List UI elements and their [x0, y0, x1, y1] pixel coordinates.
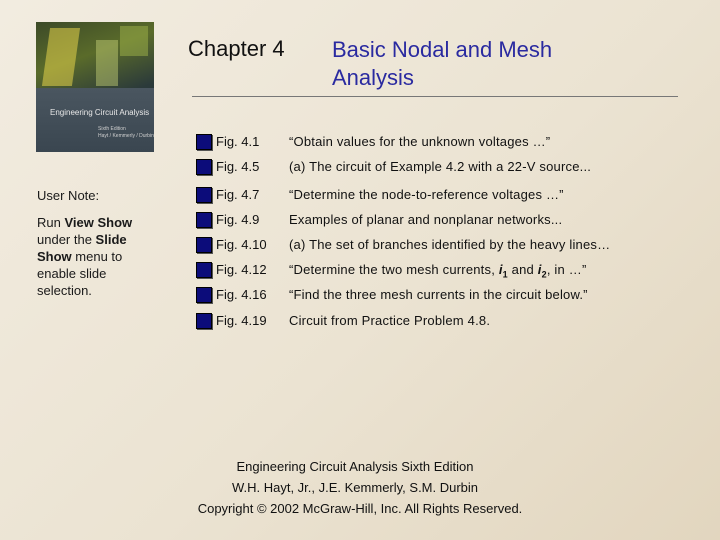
cover-band [36, 88, 154, 152]
figure-description: Circuit from Practice Problem 4.8. [289, 313, 491, 328]
figure-description-text: , in …” [546, 262, 587, 277]
figure-select-button[interactable] [196, 287, 212, 303]
title-divider [192, 96, 678, 97]
figure-label[interactable]: Fig. 4.12 [216, 262, 267, 277]
figure-select-button[interactable] [196, 212, 212, 228]
current-variable: i [498, 262, 503, 277]
figure-select-button[interactable] [196, 134, 212, 150]
figure-description: Examples of planar and nonplanar networks... [289, 212, 563, 227]
book-cover-image [36, 22, 154, 152]
user-note-show: Show [37, 249, 72, 264]
cover-author-names: Hayt / Kemmerly / Durbin [98, 133, 154, 139]
figure-select-button[interactable] [196, 262, 212, 278]
figure-label[interactable]: Fig. 4.16 [216, 287, 267, 302]
figure-label[interactable]: Fig. 4.7 [216, 187, 260, 202]
figure-description: “Find the three mesh currents in the circuit below.” [289, 287, 588, 302]
user-note-body [37, 214, 153, 299]
figure-select-button[interactable] [196, 313, 212, 329]
current-subscript: 2 [541, 269, 547, 280]
figure-description: (a) The set of branches identified by the heavy lines… [289, 237, 611, 252]
figure-select-button[interactable] [196, 159, 212, 175]
figure-label[interactable]: Fig. 4.10 [216, 237, 267, 252]
figure-description: “Determine the node-to-reference voltages …” [289, 187, 564, 202]
figure-description-text: “Determine the two mesh currents, [289, 262, 499, 277]
footer-copyright: Copyright © 2002 McGraw-Hill, Inc. All Rights Reserved. [197, 501, 523, 516]
slide-title-line2: Analysis [332, 65, 414, 90]
slide-title-line1: Basic Nodal and Mesh [332, 37, 553, 62]
figure-label[interactable]: Fig. 4.5 [216, 159, 260, 174]
figure-label[interactable]: Fig. 4.19 [216, 313, 267, 328]
cover-authors [98, 126, 154, 140]
user-note-slide: Slide [95, 232, 127, 247]
figure-description [289, 262, 587, 280]
user-note-heading: User Note: [37, 188, 100, 203]
footer-book-title: Engineering Circuit Analysis Sixth Edition [236, 459, 474, 474]
user-note-rest: menu to enable slide selection. [37, 249, 123, 298]
current-variable: i [537, 262, 542, 277]
figure-label[interactable]: Fig. 4.1 [216, 134, 260, 149]
user-note-under: under the [37, 232, 96, 247]
cover-decoration [96, 40, 118, 86]
figure-label[interactable]: Fig. 4.9 [216, 212, 260, 227]
figure-select-button[interactable] [196, 237, 212, 253]
figure-select-button[interactable] [196, 187, 212, 203]
current-subscript: 1 [502, 269, 508, 280]
chapter-label: Chapter 4 [188, 36, 285, 61]
figure-description-text: and [507, 262, 538, 277]
slide-title [332, 36, 552, 92]
cover-title: Engineering Circuit Analysis [50, 108, 150, 117]
cover-edition: Sixth Edition [98, 126, 126, 132]
user-note-run: Run [37, 215, 65, 230]
figure-description: “Obtain values for the unknown voltages …” [289, 134, 551, 149]
footer-authors: W.H. Hayt, Jr., J.E. Kemmerly, S.M. Durbin [231, 480, 479, 495]
cover-decoration [42, 28, 80, 86]
user-note-view-show: View Show [64, 215, 133, 230]
footer-credits [0, 456, 720, 519]
cover-decoration [120, 26, 148, 56]
figure-description: (a) The circuit of Example 4.2 with a 22-V source... [289, 159, 592, 174]
